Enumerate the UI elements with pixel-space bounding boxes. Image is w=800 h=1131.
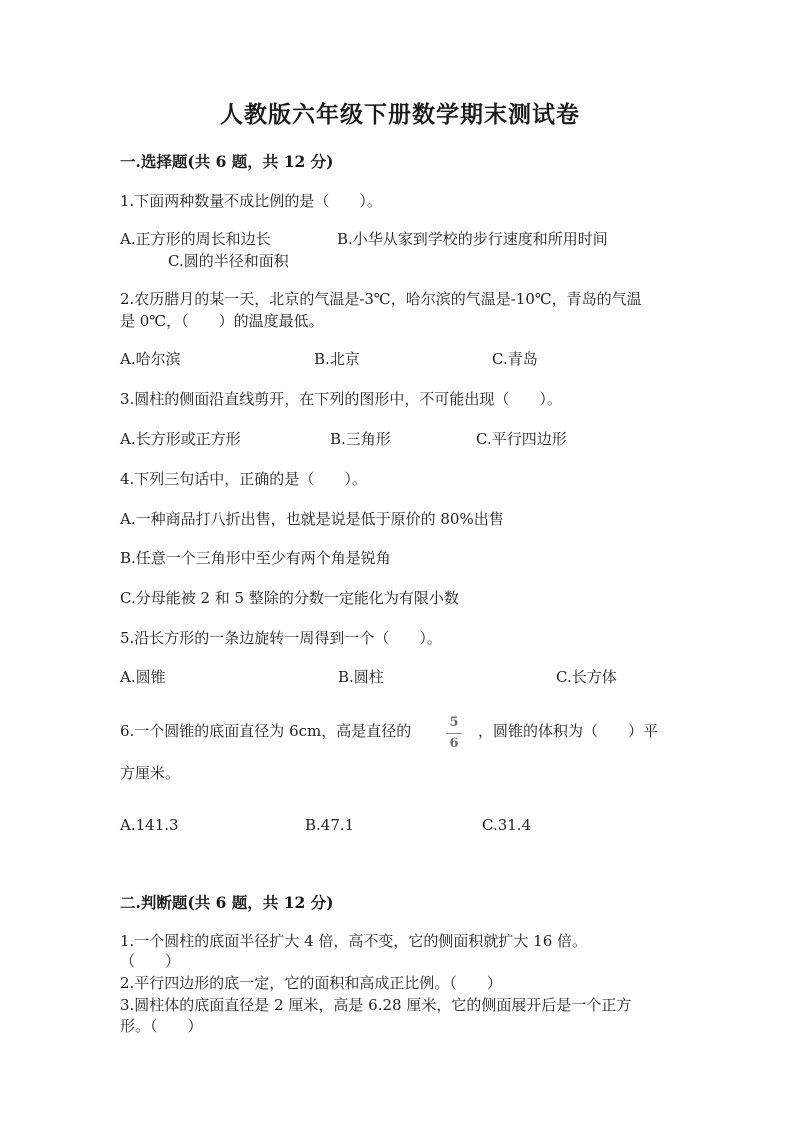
question-4-option-c: C.分母能被 2 和 5 整除的分数一定能化为有限小数 xyxy=(120,589,459,607)
question-3-option-c: C.平行四边形 xyxy=(476,430,567,448)
question-6-stem-part1: 6.一个圆锥的底面直径为 6cm，高是直径的 xyxy=(120,722,412,740)
question-6-option-b: B.47.1 xyxy=(305,816,355,834)
question-4-option-a: A.一种商品打八折出售，也就是说是低于原价的 80%出售 xyxy=(120,510,504,528)
question-2-option-a: A.哈尔滨 xyxy=(120,350,181,368)
judgment-3-line2: 形。（ ） xyxy=(120,1017,203,1035)
question-1-option-c: C.圆的半径和面积 xyxy=(168,252,289,270)
question-5-option-a: A.圆锥 xyxy=(120,668,166,686)
judgment-2: 2.平行四边形的底一定，它的面积和高成正比例。（ ） xyxy=(120,974,502,992)
fraction-denominator: 6 xyxy=(449,736,459,751)
question-4-option-b: B.任意一个三角形中至少有两个角是锐角 xyxy=(120,549,391,567)
judgment-3-line1: 3.圆柱体的底面直径是 2 厘米，高是 6.28 厘米，它的侧面展开后是一个正方 xyxy=(120,996,632,1014)
question-1-option-a: A.正方形的周长和边长 xyxy=(120,230,271,248)
question-3-stem: 3.圆柱的侧面沿直线剪开，在下列的图形中，不可能出现（ ）。 xyxy=(120,390,562,408)
question-6-stem-part2: ，圆锥的体积为（ ）平 xyxy=(478,722,659,740)
section-heading-judgment: 二.判断题(共 6 题，共 12 分) xyxy=(120,893,334,912)
question-3-option-b: B.三角形 xyxy=(330,430,391,448)
question-5-option-b: B.圆柱 xyxy=(338,668,384,686)
question-4-stem: 4.下列三句话中，正确的是（ ）。 xyxy=(120,470,367,488)
question-2-stem-line1: 2.农历腊月的某一天，北京的气温是-3℃，哈尔滨的气温是-10℃，青岛的气温 xyxy=(120,290,642,308)
question-2-stem-line2: 是 0℃，（ ）的温度最低。 xyxy=(120,312,324,330)
question-6-option-a: A.141.3 xyxy=(120,816,179,834)
fraction-five-sixths xyxy=(444,714,464,753)
question-5-option-c: C.长方体 xyxy=(556,668,617,686)
judgment-1-line1: 1.一个圆柱的底面半径扩大 4 倍，高不变，它的侧面积就扩大 16 倍。 xyxy=(120,932,588,950)
question-6-stem-line2: 方厘米。 xyxy=(120,764,181,782)
question-3-option-a: A.长方形或正方形 xyxy=(120,430,241,448)
judgment-1-line2: （ ） xyxy=(120,952,181,970)
section-heading-choice: 一.选择题(共 6 题，共 12 分) xyxy=(120,152,334,171)
fraction-bar xyxy=(446,733,462,734)
fraction-numerator: 5 xyxy=(449,715,459,730)
question-5-stem: 5.沿长方形的一条边旋转一周得到一个（ ）。 xyxy=(120,629,442,647)
page-title: 人教版六年级下册数学期末测试卷 xyxy=(220,101,580,128)
question-2-option-b: B.北京 xyxy=(314,350,360,368)
question-1-option-b: B.小华从家到学校的步行速度和所用时间 xyxy=(337,230,608,248)
question-1-stem: 1.下面两种数量不成比例的是（ ）。 xyxy=(120,192,382,210)
question-6-option-c: C.31.4 xyxy=(482,816,532,834)
question-2-option-c: C.青岛 xyxy=(492,350,538,368)
